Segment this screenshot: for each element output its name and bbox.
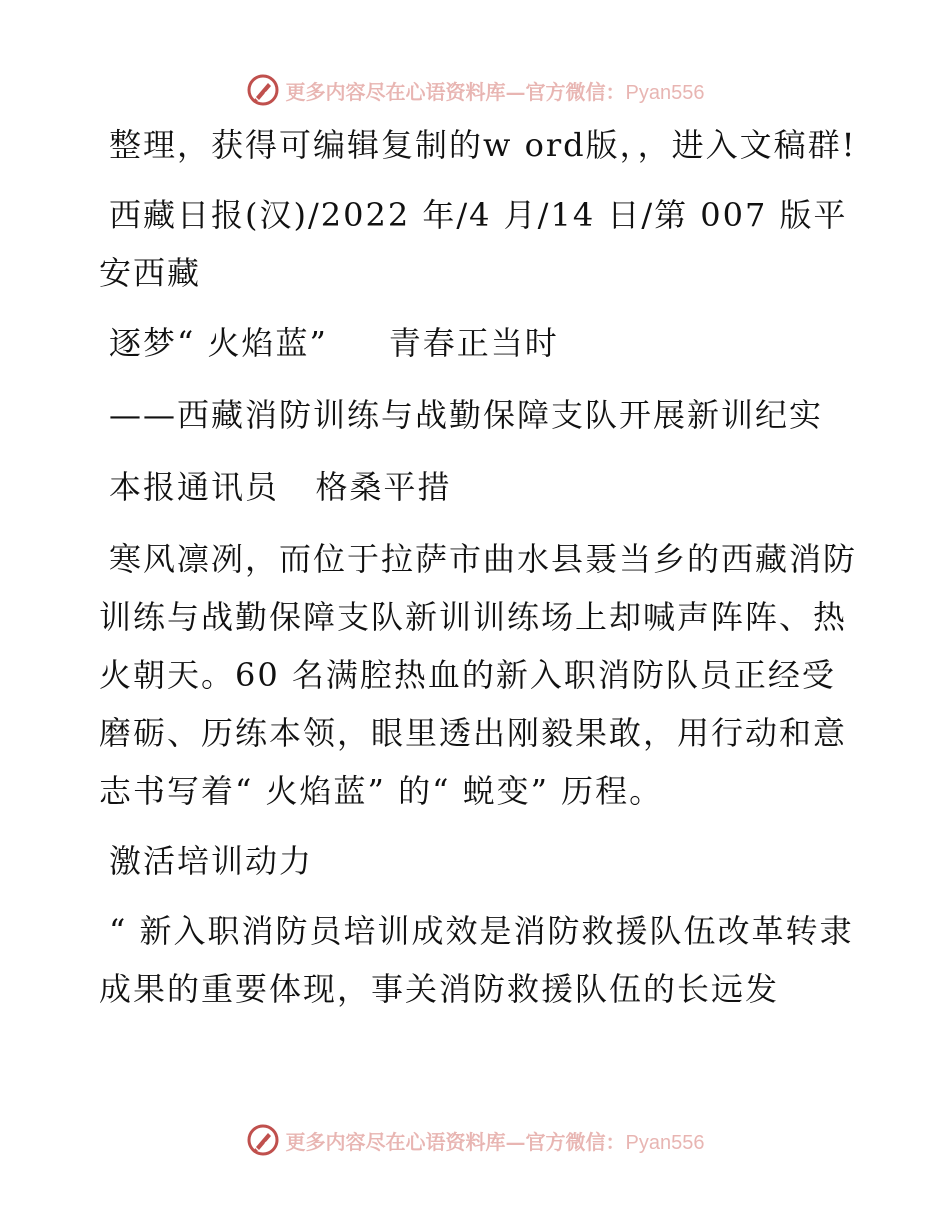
article-subtitle: ——西藏消防训练与战勤保障支队开展新训纪实 <box>109 396 824 434</box>
body-paragraph: 寒风凛冽，而位于拉萨市曲水县聂当乡的西藏消防训练与战勤保障支队新训训练场上却喊声阵阵、热火朝天。60 名满腔热血的新入职消防队员正经受磨砺、历练本领，眼里透出刚毅果敢，用行动和意志书写着“ 火焰蓝” 的“ 蜕变” 历程。 <box>99 540 858 810</box>
source-line: 西藏日报(汉)/2022 年/4 月/14 日/第 007 版平安西藏 <box>99 196 848 292</box>
pen-logo-icon <box>246 73 280 107</box>
intro-paragraph: 整理，获得可编辑复制的w ord版，，进入文稿群! <box>109 126 857 164</box>
body-paragraph-quote: “ 新入职消防员培训成效是消防救援队伍改革转隶成果的重要体现，事关消防救援队伍的长远发 <box>99 912 854 1008</box>
footer-watermark <box>0 1120 950 1160</box>
watermark-text: 更多内容尽在心语资料库—官方微信：Pyan556 <box>285 79 705 104</box>
byline: 本报通讯员 格桑平措 <box>109 468 452 506</box>
header-watermark <box>0 70 950 110</box>
pen-logo-icon <box>246 1123 280 1157</box>
section-heading: 激活培训动力 <box>109 842 314 880</box>
watermark-text: 更多内容尽在心语资料库—官方微信：Pyan556 <box>285 1129 705 1154</box>
document-body <box>99 116 859 1030</box>
article-title: 逐梦“ 火焰蓝” 青春正当时 <box>109 324 559 362</box>
